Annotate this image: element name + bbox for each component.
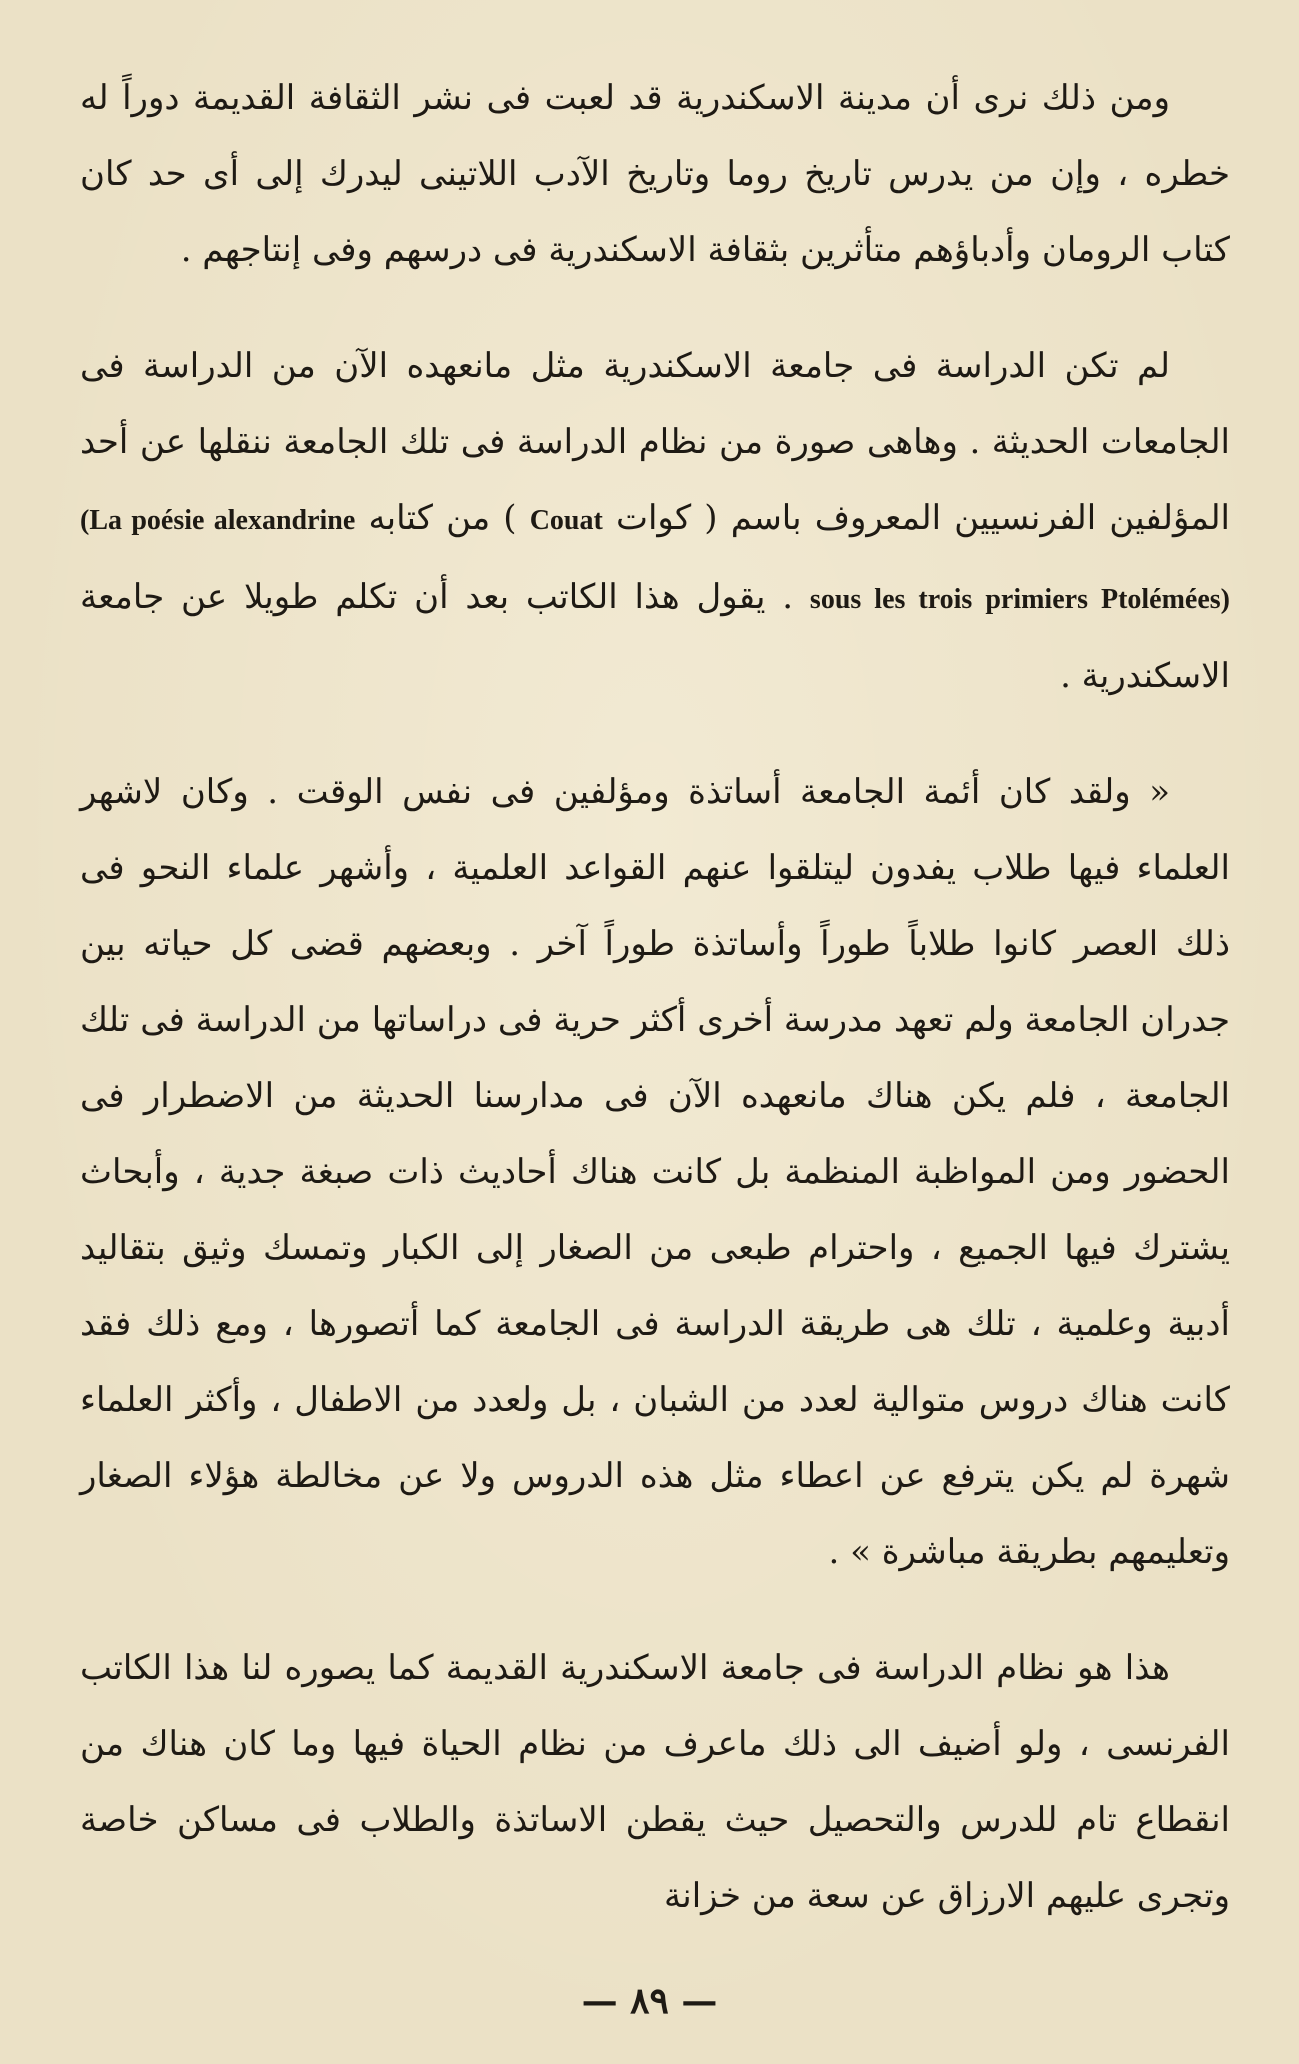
book-latin-title: (La poésie alexandrine sous les trois primiers Ptolémées): [80, 505, 1231, 615]
paragraph-1-text: ومن ذلك نرى أن مدينة الاسكندرية قد لعبت فى نشر الثقافة القديمة دوراً له خطره ، وإن من يدرس تاريخ روما وتاريخ الآدب اللاتينى ليدرك إلى أى حد كان كتاب الرومان وأدباؤهم متأثرين بثقافة الاسكندرية فى درسهم وفى إنتاجهم .: [80, 78, 1230, 270]
paragraph-4-text: هذا هو نظام الدراسة فى جامعة الاسكندرية القديمة كما يصوره لنا هذا الكاتب الفرنسى ، ولو أضيف الى ذلك ماعرف من نظام الحياة فيها وما كان هناك من انقطاع تام للدرس والتحصيل حيث يقطن الاساتذة والطلاب فى مساكن خاصة وتجرى عليهم الارزاق عن سعة من خزانة: [80, 1648, 1230, 1916]
paragraph-1: [80, 60, 1230, 288]
paragraph-2-text-before: لم تكن الدراسة فى جامعة الاسكندرية مثل مانعهده الآن من الدراسة فى الجامعات الحديثة . وهاهى صورة من نظام الدراسة فى تلك الجامعة ننقلها عن أحد المؤلفين الفرنسيين المعروف باسم ( كوات: [80, 346, 1230, 538]
paragraph-2: [80, 328, 1230, 714]
paragraph-2-text-after: . يقول هذا الكاتب بعد أن تكلم طويلا عن جامعة الاسكندرية .: [80, 577, 1230, 696]
body-text: [80, 60, 1230, 1974]
paragraph-3-quote: [80, 754, 1230, 1590]
paragraph-4: [80, 1630, 1230, 1934]
paragraph-2-text-middle: ) من كتابه: [355, 498, 530, 538]
author-latin-name: Couat: [529, 505, 603, 536]
paragraph-3-text: « ولقد كان أئمة الجامعة أساتذة ومؤلفين فى نفس الوقت . وكان لاشهر العلماء فيها طلاب يفدون ليتلقوا عنهم القواعد العلمية ، وأشهر علماء النحو فى ذلك العصر كانوا طلاباً طوراً وأساتذة طوراً آخر . وبعضهم قضى كل حياته بين جدران الجامعة ولم تعهد مدرسة أخرى أكثر حرية فى دراساتها من الدراسة فى تلك الجامعة ، فلم يكن هناك مانعهده الآن فى مدارسنا الحديثة من الاضطرار فى الحضور ومن المواظبة المنظمة بل كانت هناك أحاديث ذات صبغة جدية ، وأبحاث يشترك فيها الجميع ، واحترام طبعى من الصغار إلى الكبار وتمسك وثيق بتقاليد أدبية وعلمية ، تلك هى طريقة الدراسة فى الجامعة كما أتصورها ، ومع ذلك فقد كانت هناك دروس متوالية لعدد من الشبان ، بل ولعدد من الاطفال ، وأكثر العلماء شهرة لم يكن يترفع عن اعطاء مثل هذه الدروس ولا عن مخالطة هؤلاء الصغار وتعليمهم بطريقة مباشرة » .: [80, 772, 1230, 1572]
page-number: — ٨٩ —: [581, 1980, 718, 2022]
